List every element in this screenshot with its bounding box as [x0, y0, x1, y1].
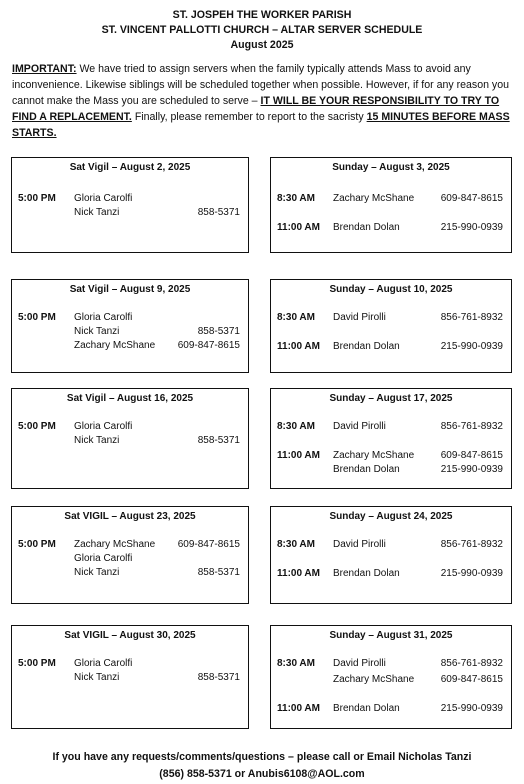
- server-phone: 215-990-0939: [440, 703, 503, 714]
- server-name: Zachary McShane: [74, 340, 156, 351]
- server-phone: 856-761-8932: [440, 539, 503, 550]
- mass-date-title: Sat Vigil – August 9, 2025: [69, 284, 191, 295]
- server-row: [12, 658, 248, 672]
- server-row: [12, 567, 248, 581]
- server-row: [271, 464, 511, 478]
- server-phone: 609-847-8615: [440, 193, 503, 204]
- sunday-box: [270, 388, 512, 489]
- server-phone: 856-761-8932: [440, 658, 503, 669]
- server-name: Zachary McShane: [333, 450, 415, 461]
- server-phone: 609-847-8615: [177, 340, 240, 351]
- server-name: Zachary McShane: [333, 674, 415, 685]
- intro-text-2: Finally, please remember to report to the sacristy: [131, 111, 367, 123]
- server-row: [12, 435, 248, 449]
- mass-date-title: Sunday – August 10, 2025: [329, 284, 453, 295]
- server-name: Brendan Dolan: [333, 222, 400, 233]
- server-name: David Pirolli: [333, 312, 386, 323]
- mass-date-title: Sunday – August 31, 2025: [329, 630, 453, 641]
- arrival-note: 15 MINUTES BEFORE MASS STARTS.: [12, 111, 510, 139]
- mass-time: 8:30 AM: [277, 539, 315, 550]
- server-phone: 215-990-0939: [440, 568, 503, 579]
- server-name: Brendan Dolan: [333, 703, 400, 714]
- server-row: [12, 326, 248, 340]
- server-row: [12, 421, 248, 435]
- server-phone: 609-847-8615: [440, 674, 503, 685]
- mass-time: 11:00 AM: [277, 703, 320, 714]
- server-row: [12, 672, 248, 686]
- contact-line: If you have any requests/comments/questions – please call or Email Nicholas Tanzi: [52, 751, 472, 763]
- sunday-box: [270, 625, 512, 729]
- server-name: Gloria Carolfi: [74, 658, 133, 669]
- server-phone: 609-847-8615: [177, 539, 240, 550]
- mass-time: 11:00 AM: [277, 568, 320, 579]
- server-row: [271, 421, 511, 435]
- server-name: Nick Tanzi: [74, 435, 120, 446]
- server-phone: 858-5371: [197, 567, 240, 578]
- server-row: [271, 193, 511, 207]
- responsibility-note: IT WILL BE YOUR RESPONSIBILITY TO TRY TO FIND A REPLACEMENT.: [12, 95, 500, 123]
- saturday-vigil-box: [11, 388, 249, 489]
- contact-details: (856) 858-5371 or Anubis6108@AOL.com: [159, 768, 365, 780]
- server-row: [12, 340, 248, 354]
- server-name: Gloria Carolfi: [74, 312, 133, 323]
- server-name: David Pirolli: [333, 539, 386, 550]
- saturday-vigil-box: [11, 157, 249, 253]
- intro-text-1: We have tried to assign servers when the family typically attends Mass to avoid any inconvenience. Likewise siblings will be scheduled together when possible. However, if for any reason you cannot make the Mass you are scheduled to serve –: [12, 63, 510, 107]
- server-name: Zachary McShane: [333, 193, 415, 204]
- server-name: Nick Tanzi: [74, 672, 120, 683]
- server-name: Brendan Dolan: [333, 341, 400, 352]
- parish-name: ST. JOSPEH THE WORKER PARISH: [172, 9, 352, 21]
- sunday-box: [270, 506, 512, 604]
- mass-date-title: Sunday – August 3, 2025: [332, 162, 450, 173]
- server-phone: 609-847-8615: [440, 450, 503, 461]
- server-name: Brendan Dolan: [333, 568, 400, 579]
- server-phone: 215-990-0939: [440, 222, 503, 233]
- server-row: [271, 658, 511, 672]
- mass-date-title: Sat Vigil – August 16, 2025: [66, 393, 194, 404]
- important-label: IMPORTANT:: [12, 63, 77, 75]
- mass-date-title: Sat Vigil – August 2, 2025: [69, 162, 191, 173]
- server-row: [12, 553, 248, 567]
- mass-time: 5:00 PM: [18, 421, 56, 432]
- mass-date-title: Sat VIGIL – August 23, 2025: [64, 511, 196, 522]
- server-phone: 858-5371: [197, 672, 240, 683]
- sunday-box: [270, 157, 512, 253]
- server-name: Nick Tanzi: [74, 567, 120, 578]
- server-row: [271, 450, 511, 464]
- server-name: Gloria Carolfi: [74, 193, 133, 204]
- saturday-vigil-box: [11, 279, 249, 373]
- saturday-vigil-box: [11, 625, 249, 729]
- mass-date-title: Sunday – August 17, 2025: [329, 393, 453, 404]
- server-name: David Pirolli: [333, 421, 386, 432]
- mass-time: 5:00 PM: [18, 193, 56, 204]
- server-name: Zachary McShane: [74, 539, 156, 550]
- server-name: Nick Tanzi: [74, 207, 120, 218]
- server-phone: 858-5371: [197, 326, 240, 337]
- document-footer: [0, 749, 524, 783]
- server-row: [12, 312, 248, 326]
- sunday-box: [270, 279, 512, 373]
- server-name: Brendan Dolan: [333, 464, 400, 475]
- server-row: [12, 193, 248, 207]
- server-row: [271, 539, 511, 553]
- mass-time: 11:00 AM: [277, 450, 320, 461]
- mass-time: 8:30 AM: [277, 193, 315, 204]
- server-name: Nick Tanzi: [74, 326, 120, 337]
- mass-date-title: Sat VIGIL – August 30, 2025: [64, 630, 196, 641]
- schedule-title: ST. VINCENT PALLOTTI CHURCH – ALTAR SERVER SCHEDULE: [101, 24, 423, 36]
- server-row: [12, 539, 248, 553]
- mass-date-title: Sunday – August 24, 2025: [329, 511, 453, 522]
- server-phone: 858-5371: [197, 435, 240, 446]
- server-name: David Pirolli: [333, 658, 386, 669]
- mass-time: 11:00 AM: [277, 341, 320, 352]
- server-row: [271, 674, 511, 688]
- server-row: [271, 703, 511, 717]
- schedule-month: August 2025: [230, 39, 294, 51]
- mass-time: 5:00 PM: [18, 658, 56, 669]
- mass-time: 5:00 PM: [18, 539, 56, 550]
- server-name: Gloria Carolfi: [74, 553, 133, 564]
- server-row: [12, 207, 248, 221]
- server-phone: 856-761-8932: [440, 421, 503, 432]
- mass-time: 8:30 AM: [277, 658, 315, 669]
- server-phone: 858-5371: [197, 207, 240, 218]
- saturday-vigil-box: [11, 506, 249, 604]
- document-header: [0, 0, 524, 53]
- mass-time: 11:00 AM: [277, 222, 320, 233]
- intro-paragraph: [12, 61, 512, 141]
- mass-time: 5:00 PM: [18, 312, 56, 323]
- server-row: [271, 568, 511, 582]
- server-row: [271, 222, 511, 236]
- server-phone: 856-761-8932: [440, 312, 503, 323]
- server-phone: 215-990-0939: [440, 464, 503, 475]
- mass-time: 8:30 AM: [277, 312, 315, 323]
- server-row: [271, 341, 511, 355]
- server-name: Gloria Carolfi: [74, 421, 133, 432]
- mass-time: 8:30 AM: [277, 421, 315, 432]
- server-phone: 215-990-0939: [440, 341, 503, 352]
- server-row: [271, 312, 511, 326]
